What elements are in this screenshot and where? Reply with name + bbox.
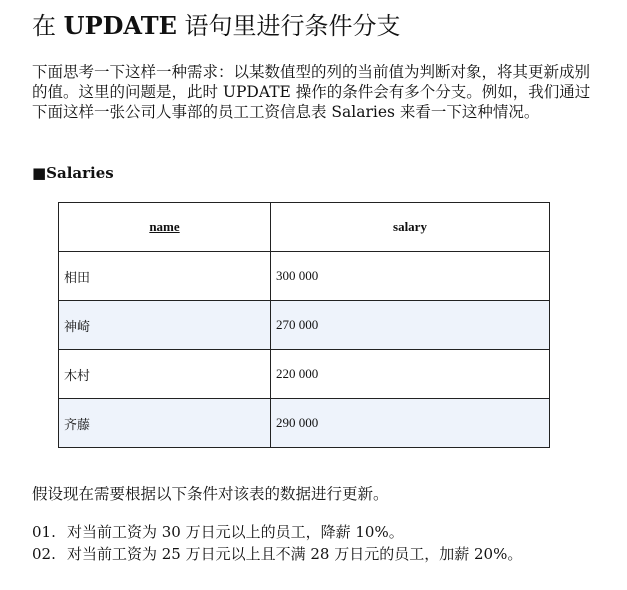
title-keyword: UPDATE — [63, 11, 177, 40]
table-row — [59, 399, 550, 448]
list-item-text: 对当前工资为 30 万日元以上的员工，降薪 10%。 — [67, 523, 404, 541]
salaries-table — [58, 202, 550, 448]
cell-name: 神崎 — [59, 301, 271, 350]
table-header-row — [59, 203, 550, 252]
list-item — [32, 544, 572, 564]
table-row — [59, 350, 550, 399]
column-header-name: name — [59, 203, 271, 252]
list-item-number: 02. — [32, 545, 56, 563]
list-item-text: 对当前工资为 25 万日元以上且不满 28 万日元的员工，加薪 20%。 — [67, 545, 523, 563]
list-item-number: 01. — [32, 523, 56, 541]
title-suffix: 语句里进行条件分支 — [176, 12, 401, 40]
page-title — [32, 8, 401, 44]
table-row — [59, 252, 550, 301]
title-prefix: 在 — [32, 12, 64, 40]
conditions-list — [32, 522, 572, 566]
cell-salary: 220 000 — [271, 350, 550, 399]
cell-name: 齐藤 — [59, 399, 271, 448]
list-item — [32, 522, 572, 542]
cell-name: 相田 — [59, 252, 271, 301]
update-conditions-intro: 假设现在需要根据以下条件对该表的数据进行更新。 — [32, 485, 389, 503]
cell-salary: 270 000 — [271, 301, 550, 350]
table-heading: ■Salaries — [32, 164, 114, 182]
intro-paragraph: 下面思考一下这样一种需求：以某数值型的列的当前值为判断对象，将其更新成别的值。这里的问题是，此时 UPDATE 操作的条件会有多个分支。例如，我们通过下面这样一张公司人事部的员工工资信息表 Salaries 来看一下这种情况。 — [32, 63, 591, 121]
cell-salary: 290 000 — [271, 399, 550, 448]
cell-name: 木村 — [59, 350, 271, 399]
table-row — [59, 301, 550, 350]
cell-salary: 300 000 — [271, 252, 550, 301]
column-header-salary: salary — [271, 203, 550, 252]
